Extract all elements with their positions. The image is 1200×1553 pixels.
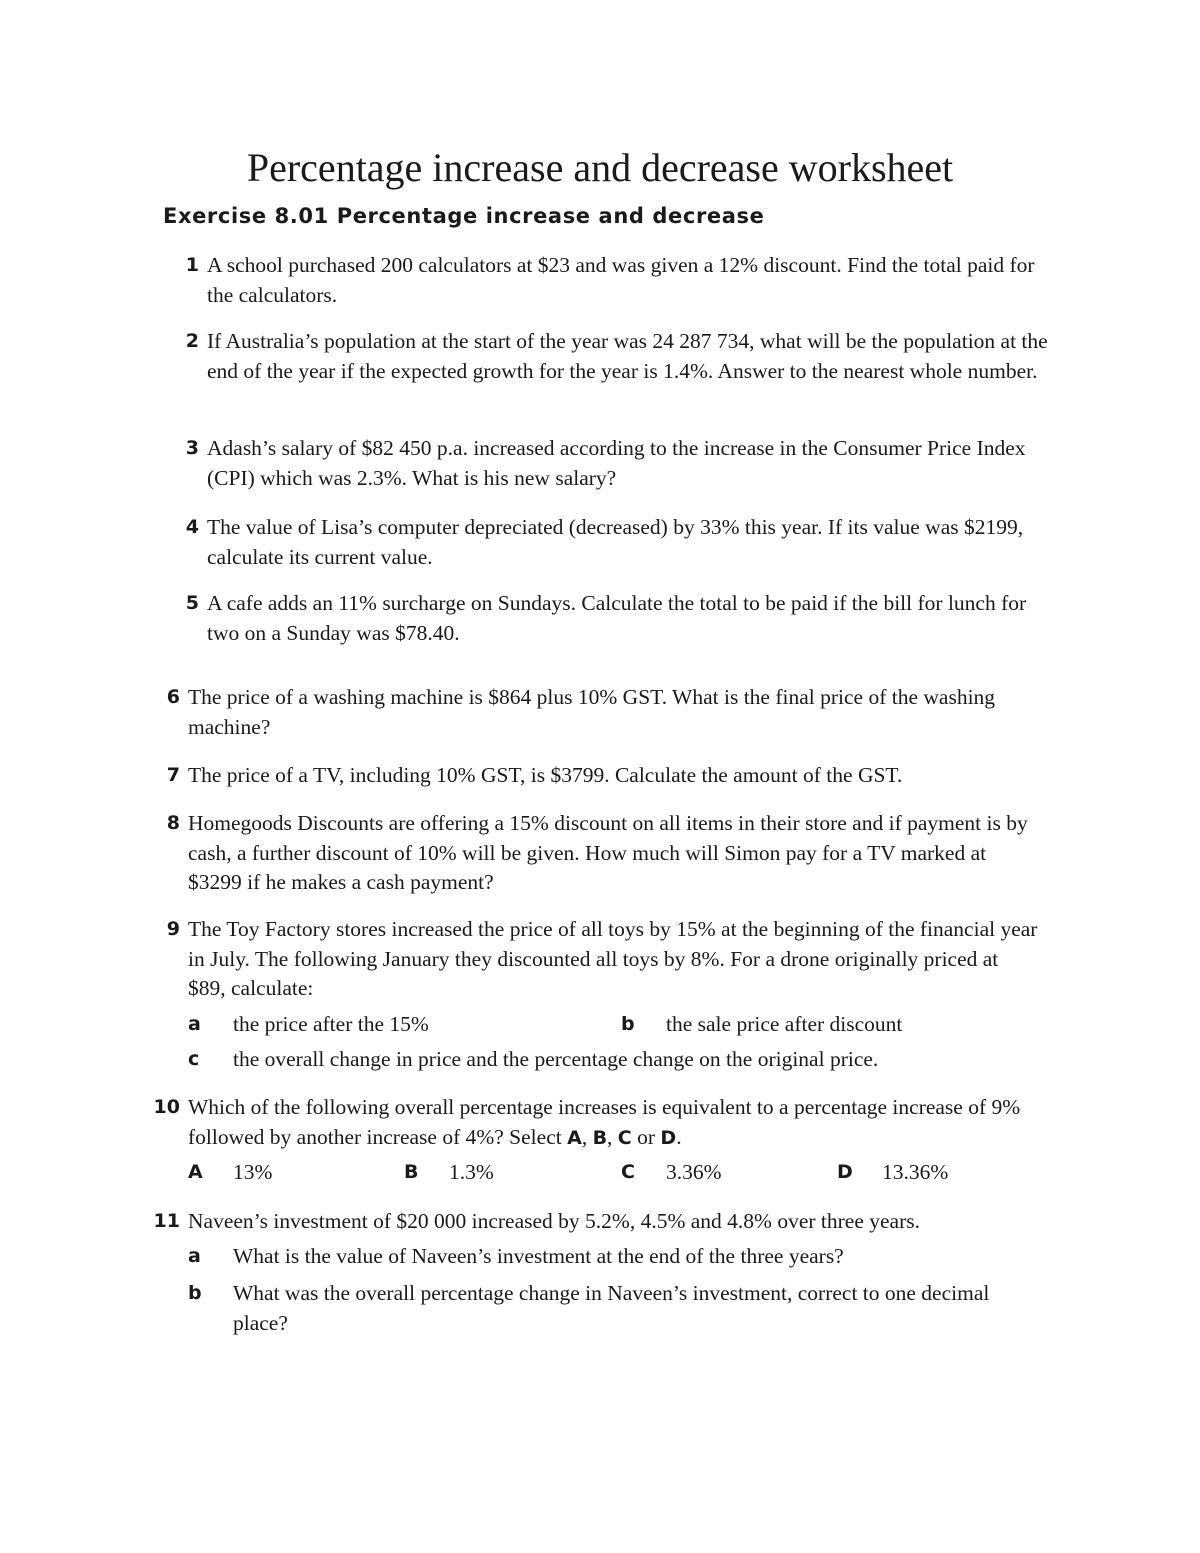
choice-b-label: B (592, 1126, 608, 1149)
separator: , (581, 1124, 593, 1149)
part-label: b (621, 1013, 635, 1035)
question-text: The Toy Factory stores increased the price of all toys by 15% at the beginning of the financial year in July. The following January they discounted all toys by 8%. For a drone originally priced at $89, calculate: (188, 917, 1038, 1000)
question-text: A school purchased 200 calculators at $23 and was given a 12% discount. Find the total paid for the calculators. (207, 253, 1035, 307)
part-text: the overall change in price and the percentage change on the original price. (233, 1047, 879, 1071)
part-text: What was the overall percentage change in Naveen’s investment, correct to one decimal place? (233, 1281, 990, 1335)
question-10 (153, 1093, 1038, 1153)
question-number: 5 (185, 592, 199, 614)
part-label: b (188, 1282, 202, 1304)
option-value: 13.36% (882, 1160, 949, 1184)
question-4 (185, 513, 1057, 572)
separator: , (607, 1124, 618, 1149)
choice-c-label: C (617, 1126, 632, 1149)
part-label: a (188, 1245, 201, 1267)
question-text: The value of Lisa’s computer depreciated (decreased) by 33% this year. If its value was $2199, calculate its current value. (207, 515, 1024, 569)
option-label: B (404, 1161, 419, 1183)
question-number: 6 (166, 686, 180, 708)
question-9-part-c (188, 1045, 1038, 1075)
question-text: If Australia’s population at the start of the year was 24 287 734, what will be the population at the end of the year if the expected growth for the year is 1.4%. Answer to the nearest whole number. (207, 329, 1048, 383)
question-number: 8 (166, 812, 180, 834)
option-b (404, 1158, 604, 1188)
question-text: Homegoods Discounts are offering a 15% discount on all items in their store and if payment is by cash, a further discount of 10% will be given. How much will Simon pay for a TV marked at $3299 if he makes a cash payment? (188, 811, 1028, 894)
question-number: 10 (153, 1096, 180, 1118)
question-3 (185, 434, 1057, 493)
option-label: D (837, 1161, 853, 1183)
question-number: 1 (185, 254, 199, 276)
question-text: Adash’s salary of $82 450 p.a. increased according to the increase in the Consumer Price Index (CPI) which was 2.3%. What is his new salary? (207, 436, 1026, 490)
choice-a-label: A (567, 1126, 582, 1149)
question-11 (153, 1207, 1038, 1237)
option-label: A (188, 1161, 203, 1183)
question-9 (166, 915, 1038, 1004)
exercise-heading: Exercise 8.01 Percentage increase and decrease (163, 204, 765, 228)
option-value: 3.36% (666, 1160, 722, 1184)
question-number: 11 (153, 1210, 180, 1232)
part-label: c (188, 1048, 200, 1070)
option-value: 1.3% (449, 1160, 494, 1184)
choice-d-label: D (660, 1126, 677, 1149)
question-number: 2 (185, 330, 199, 352)
question-5 (185, 589, 1057, 648)
part-text: the price after the 15% (233, 1012, 429, 1036)
question-text: The price of a TV, including 10% GST, is $3799. Calculate the amount of the GST. (188, 763, 903, 787)
question-text: A cafe adds an 11% surcharge on Sundays. Calculate the total to be paid if the bill for lunch for two on a Sunday was $78.40. (207, 591, 1027, 645)
question-number: 3 (185, 437, 199, 459)
question-number: 4 (185, 516, 199, 538)
question-number: 7 (166, 764, 180, 786)
question-11-part-a (188, 1242, 1038, 1272)
question-9-part-a (188, 1010, 608, 1040)
part-text: What is the value of Naveen’s investment at the end of the three years? (233, 1244, 844, 1268)
question-text (188, 1093, 1038, 1153)
question-7 (166, 761, 1048, 791)
option-c (621, 1158, 821, 1188)
part-text: the sale price after discount (666, 1012, 903, 1036)
question-text: Naveen’s investment of $20 000 increased by 5.2%, 4.5% and 4.8% over three years. (188, 1209, 920, 1233)
question-8 (166, 809, 1038, 898)
question-number: 9 (166, 918, 180, 940)
question-6 (166, 683, 1048, 742)
option-d (837, 1158, 1037, 1188)
question-9-part-b (621, 1010, 1021, 1040)
option-a (188, 1158, 388, 1188)
separator: . (676, 1124, 682, 1149)
question-2 (185, 327, 1057, 386)
question-text: The price of a washing machine is $864 plus 10% GST. What is the final price of the washing machine? (188, 685, 996, 739)
question-1 (185, 251, 1057, 310)
question-text-body: Which of the following overall percentage increases is equivalent to a percentage increase of 9% followed by another increase of 4%? Select (188, 1095, 1021, 1149)
option-value: 13% (233, 1160, 273, 1184)
question-11-part-b (188, 1279, 1038, 1339)
part-label: a (188, 1013, 201, 1035)
option-label: C (621, 1161, 635, 1183)
separator: or (631, 1124, 661, 1149)
page-title: Percentage increase and decrease worksheet (246, 145, 954, 190)
